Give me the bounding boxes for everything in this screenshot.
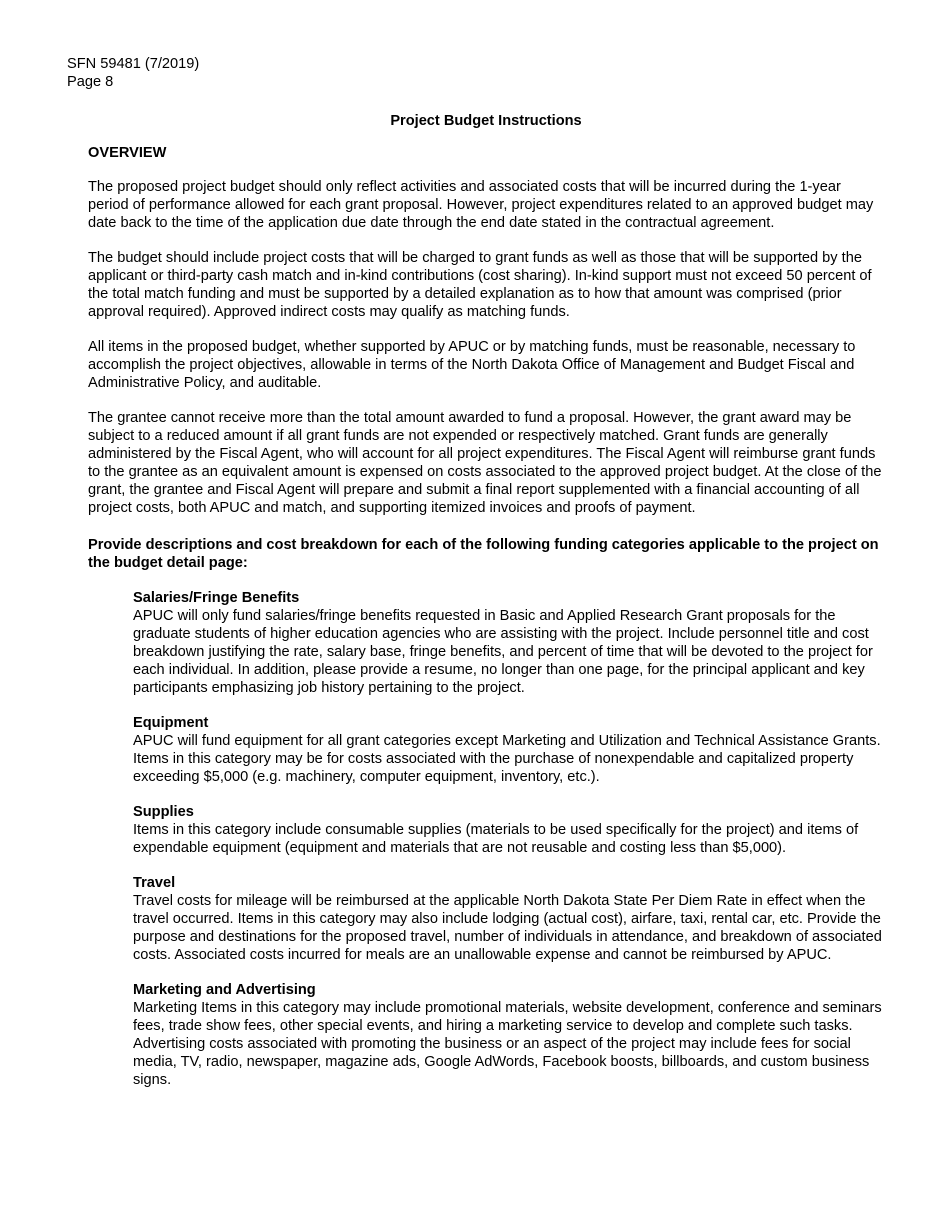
category-text: APUC will only fund salaries/fringe benefits requested in Basic and Applied Research Grant proposals for the graduate students of higher education agencies who are assisting with the project. Include personnel title and cost breakdown justifying the rate, salary base, fringe benefits, and percent of time that will be devoted to the project for each individual. In addition, please provide a resume, no longer than one page, for the principal applicant and key participants emphasizing job history pertaining to the project.: [133, 608, 873, 696]
overview-paragraph: The grantee cannot receive more than the total amount awarded to fund a proposal. However, the grant award may be subject to a reduced amount if all grant funds are not expended or respectively matched. Grant funds are generally administered by the Fiscal Agent, who will account for all project expenditures. The Fiscal Agent will reimburse grant funds to the grantee as an equivalent amount is expensed on costs associated to the approved project budget. At the close of the grant, the grantee and Fiscal Agent will prepare and submit a final report supplemented with a financial accounting of all project costs, both APUC and match, and supporting itemized invoices and proofs of payment.: [88, 410, 882, 516]
overview-paragraph: The budget should include project costs that will be charged to grant funds as well as those that will be supported by the applicant or third-party cash match and in-kind contributions (cost sharing). In-kind support must not exceed 50 percent of the total match funding and must be supported by a detailed explanation as to how that amount was comprised (prior approval required). Approved indirect costs may qualify as matching funds.: [88, 250, 872, 320]
category-equipment: [133, 714, 884, 786]
document-body: [88, 144, 884, 1106]
page-label: Page 8: [67, 74, 114, 90]
category-marketing: [133, 981, 884, 1089]
category-text: APUC will fund equipment for all grant categories except Marketing and Utilization and Technical Assistance Grants. Items in this category may be for costs associated with the purchase of nonexpendable and capitalized property exceeding $5,000 (e.g. machinery, computer equipment, inventory, etc.).: [133, 733, 881, 785]
category-title: Marketing and Advertising: [133, 982, 316, 998]
category-text: Items in this category include consumable supplies (materials to be used specifically for the project) and items of expendable equipment (equipment and materials that are not reusable and costing less than $5,000).: [133, 822, 859, 856]
overview-heading: OVERVIEW: [88, 145, 167, 161]
form-number: SFN 59481 (7/2019): [67, 56, 200, 72]
overview-paragraph: The proposed project budget should only reflect activities and associated costs that will be incurred during the 1-year period of performance allowed for each grant proposal. However, project expenditures related to an approved budget may date back to the time of the application due date through the end date stated in the contractual agreement.: [88, 179, 874, 231]
overview-paragraph: All items in the proposed budget, whether supported by APUC or by matching funds, must be reasonable, necessary to accomplish the project objectives, allowable in terms of the North Dakota Office of Management and Budget Fiscal and Administrative Policy, and auditable.: [88, 339, 856, 391]
category-text: Travel costs for mileage will be reimbursed at the applicable North Dakota State Per Diem Rate in effect when the travel occurred. Items in this category may also include lodging (actual cost), airfare, taxi, rental car, etc. Provide the purpose and destinations for the proposed travel, number of individuals in attendance, and breakdown of associated costs. Associated costs incurred for meals are an unallowable expense and cannot be reimbursed by APUC.: [133, 893, 882, 963]
categories-lead: Provide descriptions and cost breakdown for each of the following funding categories applicable to the project on the budget detail page:: [88, 537, 879, 571]
form-header: [67, 55, 199, 91]
category-title: Travel: [133, 875, 176, 891]
category-text: Marketing Items in this category may include promotional materials, website development, conference and seminars fees, trade show fees, other special events, and hiring a marketing service to develop and complete such tasks. Advertising costs associated with promoting the business or an aspect of the project may include fees for social media, TV, radio, newspaper, magazine ads, Google AdWords, Facebook boosts, billboards, and custom business signs.: [133, 1000, 882, 1088]
category-travel: [133, 874, 884, 964]
category-title: Supplies: [133, 804, 194, 820]
category-supplies: [133, 803, 884, 857]
category-salaries: [133, 589, 884, 697]
category-title: Equipment: [133, 715, 209, 731]
category-title: Salaries/Fringe Benefits: [133, 590, 300, 606]
page-title: Project Budget Instructions: [390, 113, 582, 129]
